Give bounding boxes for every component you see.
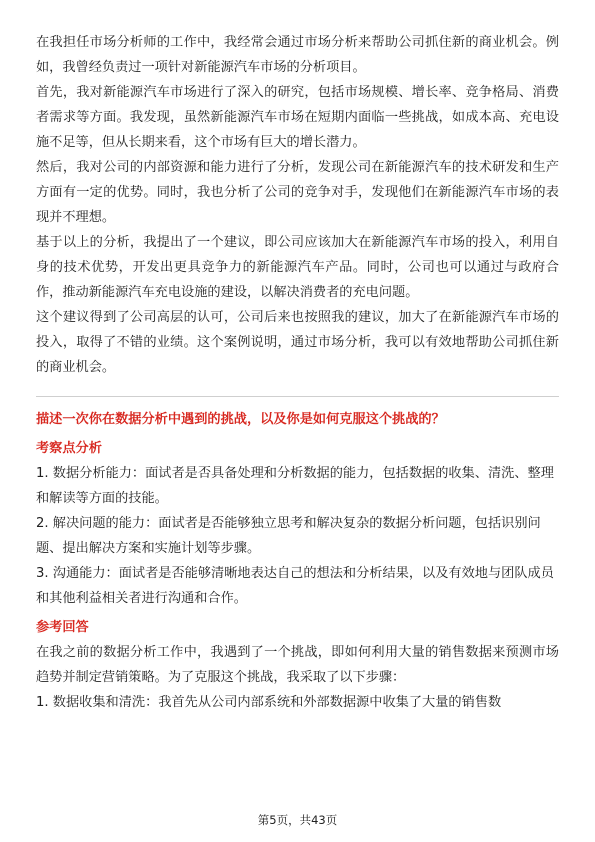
intro-paragraph-1: 在我担任市场分析师的工作中，我经常会通过市场分析来帮助公司抓住新的商业机会。例如，我曾经负责过一项针对新能源汽车市场的分析项目。 [36,35,559,75]
intro-section [36,30,559,380]
document-page [36,30,559,715]
reference-paragraph: 在我之前的数据分析工作中，我遇到了一个挑战，即如何利用大量的销售数据来预测市场趋势并制定营销策略。为了克服这个挑战，我采取了以下步骤： [36,645,559,685]
analysis-item-1: 1. 数据分析能力：面试者是否具备处理和分析数据的能力，包括数据的收集、清洗、整理和解读等方面的技能。 [36,466,554,506]
analysis-heading: 考察点分析 [36,441,102,456]
intro-paragraph-2: 首先，我对新能源汽车市场进行了深入的研究，包括市场规模、增长率、竞争格局、消费者需求等方面。我发现，虽然新能源汽车市场在短期内面临一些挑战，如成本高、充电设施不足等，但从长期来看，这个市场有巨大的增长潜力。 [36,85,559,150]
analysis-item-3: 3. 沟通能力：面试者是否能够清晰地表达自己的想法和分析结果，以及有效地与团队成员和其他利益相关者进行沟通和合作。 [36,566,554,606]
reference-heading: 参考回答 [36,620,89,635]
reference-item-1: 1. 数据收集和清洗：我首先从公司内部系统和外部数据源中收集了大量的销售数 [36,695,502,710]
page-number: 第5页，共43页 [257,813,338,827]
section-divider [36,396,559,397]
intro-paragraph-4: 基于以上的分析，我提出了一个建议，即公司应该加大在新能源汽车市场的投入，利用自身的技术优势，开发出更具竞争力的新能源汽车产品。同时，公司也可以通过与政府合作，推动新能源汽车充电设施的建设，以解决消费者的充电问题。 [36,235,559,300]
intro-paragraph-5: 这个建议得到了公司高层的认可，公司后来也按照我的建议，加大了在新能源汽车市场的投入，取得了不错的业绩。这个案例说明，通过市场分析，我可以有效地帮助公司抓住新的商业机会。 [36,310,559,375]
intro-paragraph-3: 然后，我对公司的内部资源和能力进行了分析，发现公司在新能源汽车的技术研发和生产方面有一定的优势。同时，我也分析了公司的竞争对手，发现他们在新能源汽车市场的表现并不理想。 [36,160,559,225]
analysis-list [36,461,559,611]
analysis-item-2: 2. 解决问题的能力：面试者是否能够独立思考和解决复杂的数据分析问题，包括识别问题、提出解决方案和实施计划等步骤。 [36,516,541,556]
question-heading: 描述一次你在数据分析中遇到的挑战，以及你是如何克服这个挑战的？ [36,412,445,427]
